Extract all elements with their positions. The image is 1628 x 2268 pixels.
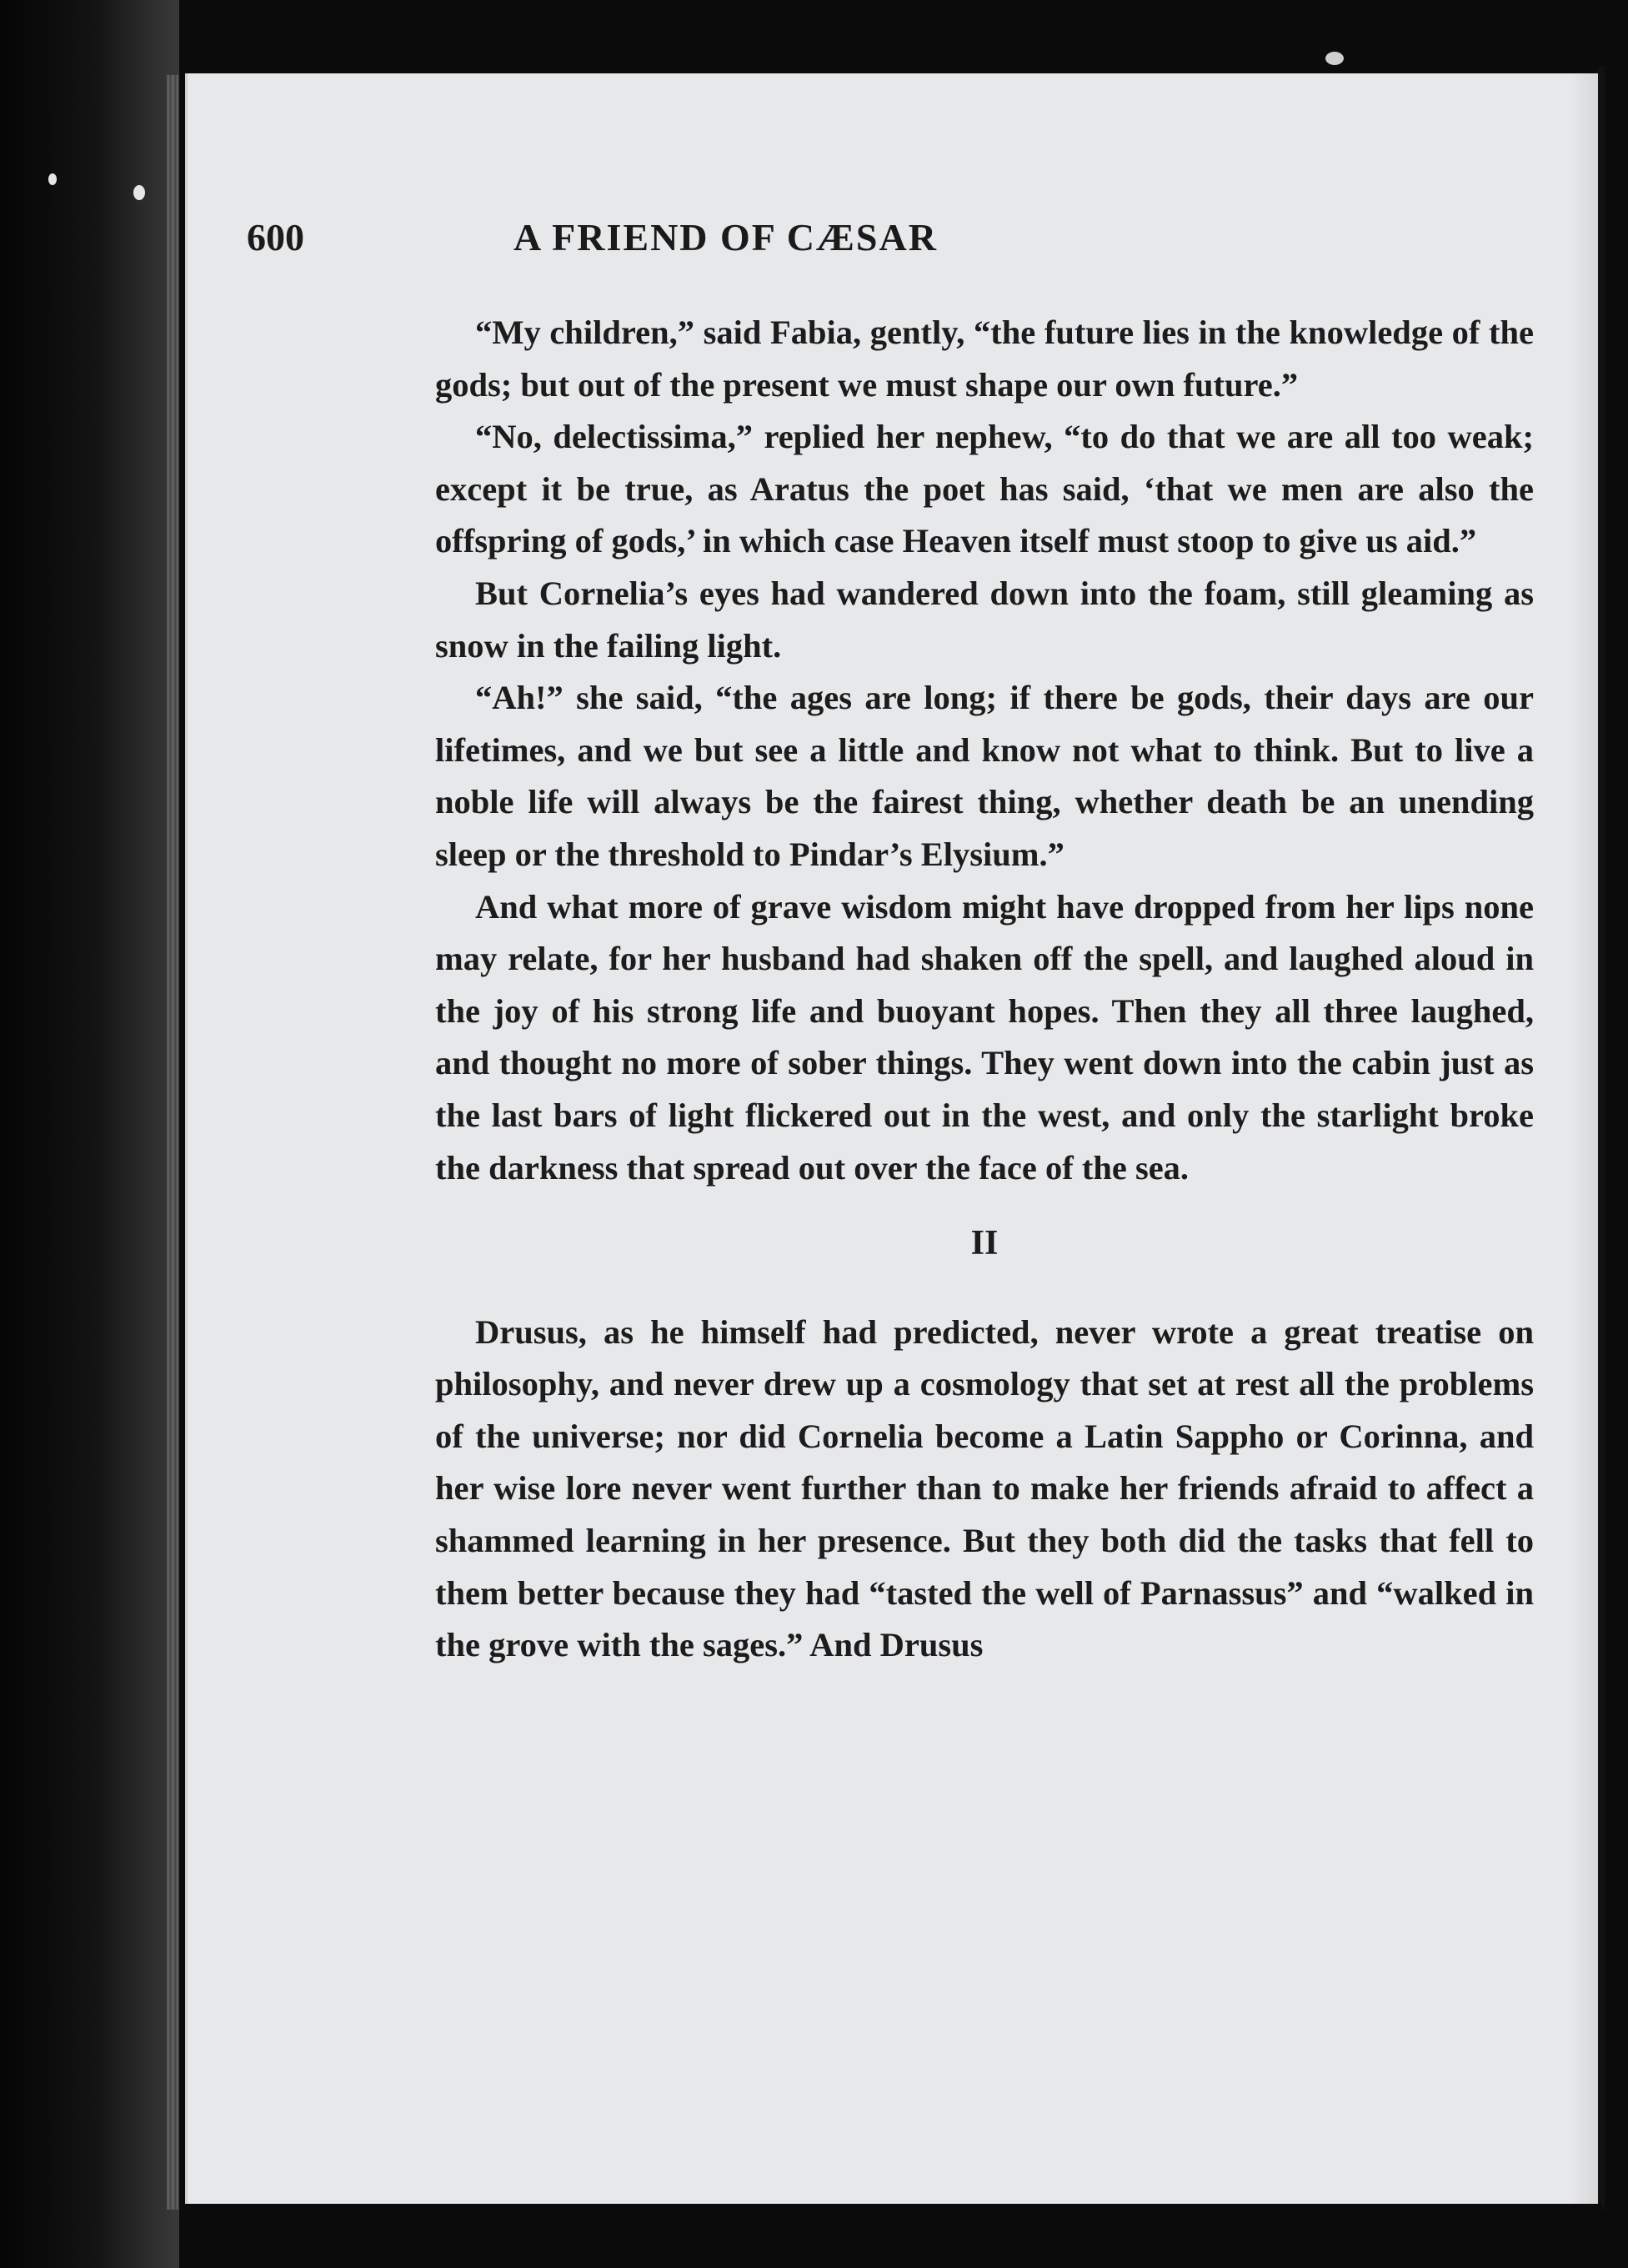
speck-mark [48,173,57,185]
page-number: 600 [247,216,304,258]
section-heading: II [970,1224,999,1263]
book-spine-shadow [0,0,179,2268]
running-header [247,215,1264,265]
paragraph: Drusus, as he himself had predicted, never wrote a great treatise on philosophy, and never drew up a cosmology that set at rest all the problems of the universe; nor did Cornelia become a Latin Sappho or Corinna, and her wise lore never went further than to make her friends afraid to affect a shammed learning in her presence. But they both did the tasks that fell to them better because they had “tasted the well of Parnassus” and “walked in the grove with the sages.” And Drusus [435,1312,1534,1664]
paragraph: “No, delectissima,” replied her nephew, “to do that we are all too weak; except it be true, as Aratus the poet has said, ‘that we men are also the offspring of gods,’ in which case Heaven itself must stoop to give us aid.” [435,418,1534,560]
paragraph: But Cornelia’s eyes had wandered down into the foam, still gleaming as snow in the failing light. [435,574,1534,665]
page-stack-edge [167,75,178,2210]
page-edge-shadow [1570,73,1600,2204]
paragraph: “Ah!” she said, “the ages are long; if there be gods, their days are our lifetimes, and we but see a little and know not what to think. But to live a noble life will always be the fairest thing, whether death be an unending sleep or the threshold to Pindar’s Elysium.” [435,679,1534,873]
running-title: A FRIEND OF CÆSAR [513,216,938,258]
paragraph: “My children,” said Fabia, gently, “the future lies in the knowledge of the gods; but out of the present we must shape our own future.” [435,314,1534,404]
body-text [435,307,1534,1672]
speck-mark [1325,52,1344,65]
speck-mark [133,185,145,200]
paragraph: And what more of grave wisdom might have dropped from her lips none may relate, for her husband had shaken off the spell, and laughed aloud in the joy of his strong life and buoyant hopes. Then they all three laughed, and thought no more of sober things. They went down into the cabin just as the last bars of light flickered out in the west, and only the starlight broke the darkness that spread out over the face of the sea. [435,887,1534,1187]
page-right-border [1598,67,1605,2210]
bottom-margin-dark [185,2204,1602,2268]
